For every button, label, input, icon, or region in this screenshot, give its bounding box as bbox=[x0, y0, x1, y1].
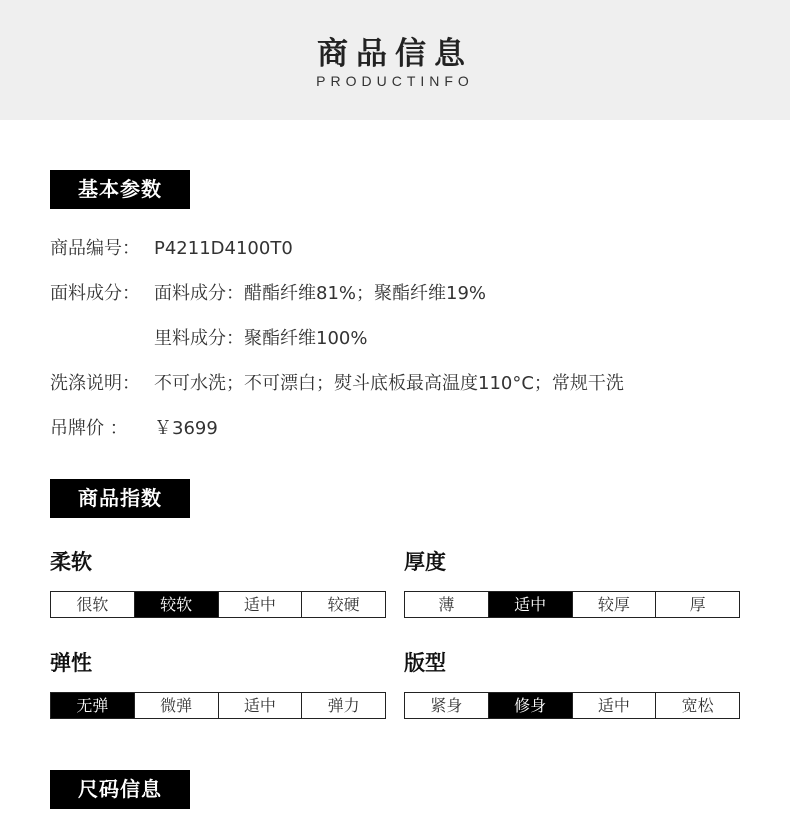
scale-option-selected: 较软 bbox=[135, 592, 219, 617]
scale-option: 适中 bbox=[219, 693, 303, 718]
info-label: 吊牌价 ： bbox=[50, 418, 128, 439]
scale-option: 宽松 bbox=[681, 696, 714, 715]
info-row-fabric bbox=[50, 282, 486, 306]
scale-elasticity bbox=[50, 692, 386, 719]
scale-option-selected: 适中 bbox=[489, 592, 573, 617]
scale-option: 微弹 bbox=[135, 693, 219, 718]
section-tag-basic-params: 基本参数 bbox=[50, 170, 190, 209]
scale-option-selected: 无弹 bbox=[51, 693, 135, 718]
info-value: P4211D4100T0 bbox=[154, 238, 293, 259]
info-row-lining bbox=[154, 327, 367, 351]
scale-option: 很软 bbox=[51, 592, 135, 617]
section-tag-product-index: 商品指数 bbox=[50, 479, 190, 518]
scale-option: 较厚 bbox=[573, 592, 657, 617]
scale-option: 弹力 bbox=[327, 696, 360, 715]
scale-softness bbox=[50, 591, 386, 618]
info-label: 洗涤说明： bbox=[50, 373, 140, 394]
scale-option: 紧身 bbox=[405, 693, 489, 718]
info-row-washing bbox=[50, 372, 624, 396]
attr-title-fit: 版型 bbox=[404, 651, 446, 675]
scale-option: 适中 bbox=[219, 592, 303, 617]
scale-option-selected: 修身 bbox=[489, 693, 573, 718]
info-value: 不可水洗；不可漂白；熨斗底板最高温度110°C；常规干洗 bbox=[154, 373, 624, 394]
info-value: 里料成分：聚酯纤维100% bbox=[154, 328, 368, 349]
attr-title-elasticity: 弹性 bbox=[50, 651, 92, 675]
section-tag-size-info: 尺码信息 bbox=[50, 770, 190, 809]
scale-option: 较硬 bbox=[327, 595, 360, 614]
scale-thickness bbox=[404, 591, 740, 618]
page-title: 商品信息 bbox=[317, 36, 473, 72]
info-label: 商品编号： bbox=[50, 238, 140, 259]
page-header bbox=[0, 0, 790, 120]
info-label: 面料成分： bbox=[50, 283, 140, 304]
info-row-product-code bbox=[50, 237, 293, 261]
info-row-price bbox=[50, 417, 218, 441]
attr-title-softness: 柔软 bbox=[50, 550, 92, 574]
page-subtitle: PRODUCTINFO bbox=[316, 73, 474, 89]
scale-fit bbox=[404, 692, 740, 719]
scale-option: 适中 bbox=[573, 693, 657, 718]
info-value: ￥3699 bbox=[154, 418, 218, 439]
attr-title-thickness: 厚度 bbox=[404, 550, 446, 574]
scale-option: 厚 bbox=[689, 595, 706, 614]
scale-option: 薄 bbox=[405, 592, 489, 617]
info-value: 面料成分：醋酯纤维81%；聚酯纤维19% bbox=[154, 283, 487, 304]
